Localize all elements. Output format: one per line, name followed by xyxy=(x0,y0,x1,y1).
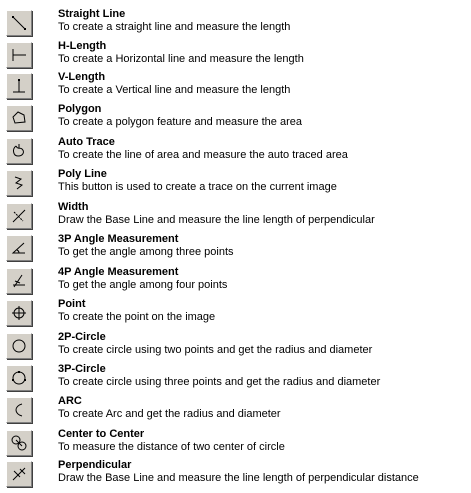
tool-row xyxy=(0,459,471,491)
tool-row xyxy=(0,363,471,395)
tool-title: Straight Line xyxy=(58,8,126,20)
tool-row xyxy=(0,331,471,363)
tool-row xyxy=(0,266,471,298)
auto-trace-button[interactable] xyxy=(6,138,32,164)
tool-title: 3P Angle Measurement xyxy=(58,233,179,245)
tool-description: To measure the distance of two center of circle xyxy=(58,441,285,453)
center-to-center-icon xyxy=(10,434,28,452)
poly-line-button[interactable] xyxy=(6,170,32,196)
tool-description: This button is used to create a trace on the current image xyxy=(58,181,337,193)
tool-description: To create the line of area and measure the auto traced area xyxy=(58,149,348,161)
tool-row xyxy=(0,168,471,200)
auto-trace-icon xyxy=(10,142,28,160)
perpendicular-button[interactable] xyxy=(6,461,32,487)
tool-row xyxy=(0,71,471,103)
angle-4p-icon xyxy=(10,272,28,290)
circle-2p-icon xyxy=(10,337,28,355)
angle-3p-icon xyxy=(10,239,28,257)
angle-3p-button[interactable] xyxy=(6,235,32,261)
tool-description: To create Arc and get the radius and diameter xyxy=(58,408,281,420)
h-length-button[interactable] xyxy=(6,42,32,68)
tool-row xyxy=(0,201,471,233)
tool-row xyxy=(0,233,471,265)
tool-title: 4P Angle Measurement xyxy=(58,266,179,278)
circle-3p-icon xyxy=(10,369,28,387)
width-icon xyxy=(10,207,28,225)
v-length-icon xyxy=(10,77,28,95)
arc-icon xyxy=(10,401,28,419)
tool-row xyxy=(0,103,471,135)
tool-description: To create circle using three points and get the radius and diameter xyxy=(58,376,381,388)
tool-description: To create the point on the image xyxy=(58,311,216,323)
tool-description: To create a polygon feature and measure the area xyxy=(58,116,302,128)
tool-description: To create a straight line and measure the length xyxy=(58,21,291,33)
tool-title: V-Length xyxy=(58,71,106,83)
tool-title: Poly Line xyxy=(58,168,107,180)
tool-row xyxy=(0,428,471,460)
tool-description: Draw the Base Line and measure the line length of perpendicular distance xyxy=(58,472,419,484)
circle-3p-button[interactable] xyxy=(6,365,32,391)
tool-title: 2P-Circle xyxy=(58,331,106,343)
tool-row xyxy=(0,298,471,330)
tool-description: To create a Vertical line and measure the length xyxy=(58,84,291,96)
circle-2p-button[interactable] xyxy=(6,333,32,359)
arc-button[interactable] xyxy=(6,397,32,423)
tool-row xyxy=(0,8,471,40)
straight-line-button[interactable] xyxy=(6,10,32,36)
point-icon xyxy=(10,304,28,322)
v-length-button[interactable] xyxy=(6,73,32,99)
center-to-center-button[interactable] xyxy=(6,430,32,456)
h-length-icon xyxy=(10,46,28,64)
tool-title: Center to Center xyxy=(58,428,145,440)
tool-description: To create a Horizontal line and measure the length xyxy=(58,53,304,65)
perpendicular-icon xyxy=(10,465,28,483)
tool-description: Draw the Base Line and measure the line length of perpendicular xyxy=(58,214,375,226)
tool-title: Polygon xyxy=(58,103,102,115)
tool-title: 3P-Circle xyxy=(58,363,106,375)
polygon-icon xyxy=(10,109,28,127)
tool-row xyxy=(0,136,471,168)
angle-4p-button[interactable] xyxy=(6,268,32,294)
tool-row xyxy=(0,40,471,72)
straight-line-icon xyxy=(10,14,28,32)
poly-line-icon xyxy=(10,174,28,192)
tool-title: Point xyxy=(58,298,86,310)
tool-title: Perpendicular xyxy=(58,459,132,471)
tool-description: To get the angle among four points xyxy=(58,279,228,291)
tool-description: To create circle using two points and get the radius and diameter xyxy=(58,344,373,356)
tool-title: H-Length xyxy=(58,40,107,52)
tool-title: Auto Trace xyxy=(58,136,115,148)
point-button[interactable] xyxy=(6,300,32,326)
tool-title: Width xyxy=(58,201,89,213)
tool-description: To get the angle among three points xyxy=(58,246,234,258)
polygon-button[interactable] xyxy=(6,105,32,131)
tool-row xyxy=(0,395,471,427)
tool-title: ARC xyxy=(58,395,82,407)
width-button[interactable] xyxy=(6,203,32,229)
